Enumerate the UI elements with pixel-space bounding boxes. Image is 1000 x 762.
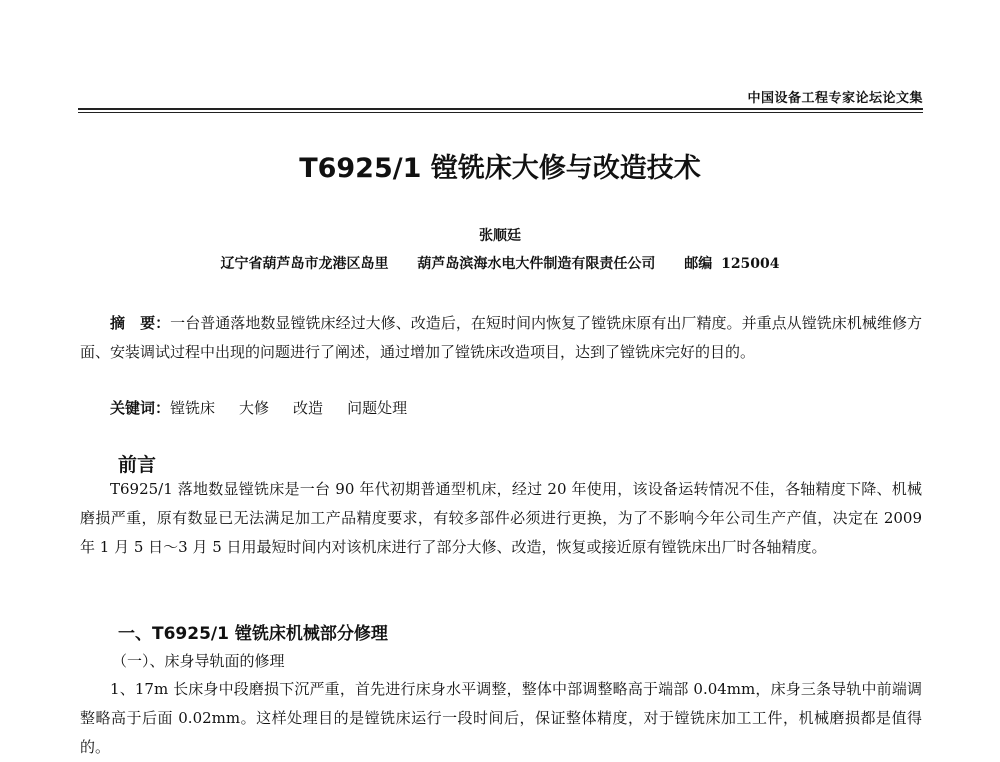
running-header: 中国设备工程专家论坛论文集 xyxy=(747,91,923,106)
abstract-label: 摘 要： xyxy=(110,314,171,332)
intro-paragraph: T6925/1 落地数显镗铣床是一台 90 年代初期普通型机床，经过 20 年使用，该设备运转情况不佳，各轴精度下降、机械磨损严重，原有数显已无法满足加工产品精度要求，有较多部件必须进行更换，为了不影响今年公司生产产值，决定在 2009 年 1 月 5 日～3 月 5 日用最短时间内对该机床进行了部分大修、改造，恢复或接近原有镗铣床出厂时各轴精度。 xyxy=(80,480,922,556)
header-rule-thick xyxy=(78,108,923,110)
paper-author: 张顺廷 xyxy=(479,228,521,244)
subsection-1-heading: （一）、床身导轨面的修理 xyxy=(112,652,285,670)
abstract-text: 一台普通落地数显镗铣床经过大修、改造后，在短时间内恢复了镗铣床原有出厂精度。并重点从镗铣床机械维修方面、安装调试过程中出现的问题进行了阐述，通过增加了镗铣床改造项目，达到了镗铣床完好的目的。 xyxy=(80,314,922,361)
paper-affiliation xyxy=(0,253,1000,273)
paragraph-1: 1、17m 长床身中段磨损下沉严重，首先进行床身水平调整，整体中部调整略高于端部 0.04mm，床身三条导轨中前端调整略高于后面 0.02mm。这样处理目的是镗铣床运行一段时间后，保证整体精度，对于镗铣床加工工件，机械磨损都是值得的。 xyxy=(80,680,922,756)
intro-heading: 前言 xyxy=(118,454,157,476)
paper-title: T6925/1 镗铣床大修与改造技术 xyxy=(299,153,701,184)
affiliation-address: 辽宁省葫芦岛市龙港区岛里 xyxy=(220,256,389,272)
keyword-term: 问题处理 xyxy=(347,399,408,417)
keyword-term: 大修 xyxy=(239,399,270,417)
keywords xyxy=(80,394,922,423)
keyword-term: 改造 xyxy=(293,399,324,417)
keyword-term: 镗铣床 xyxy=(170,399,216,417)
header-rule-thin xyxy=(78,112,923,113)
keywords-label: 关键词： xyxy=(110,399,171,417)
affiliation-postcode: 邮编 125004 xyxy=(684,256,780,272)
affiliation-company: 葫芦岛滨海水电大件制造有限责任公司 xyxy=(417,256,656,272)
abstract xyxy=(80,309,922,367)
section-1-heading: 一、T6925/1 镗铣床机械部分修理 xyxy=(118,624,388,644)
